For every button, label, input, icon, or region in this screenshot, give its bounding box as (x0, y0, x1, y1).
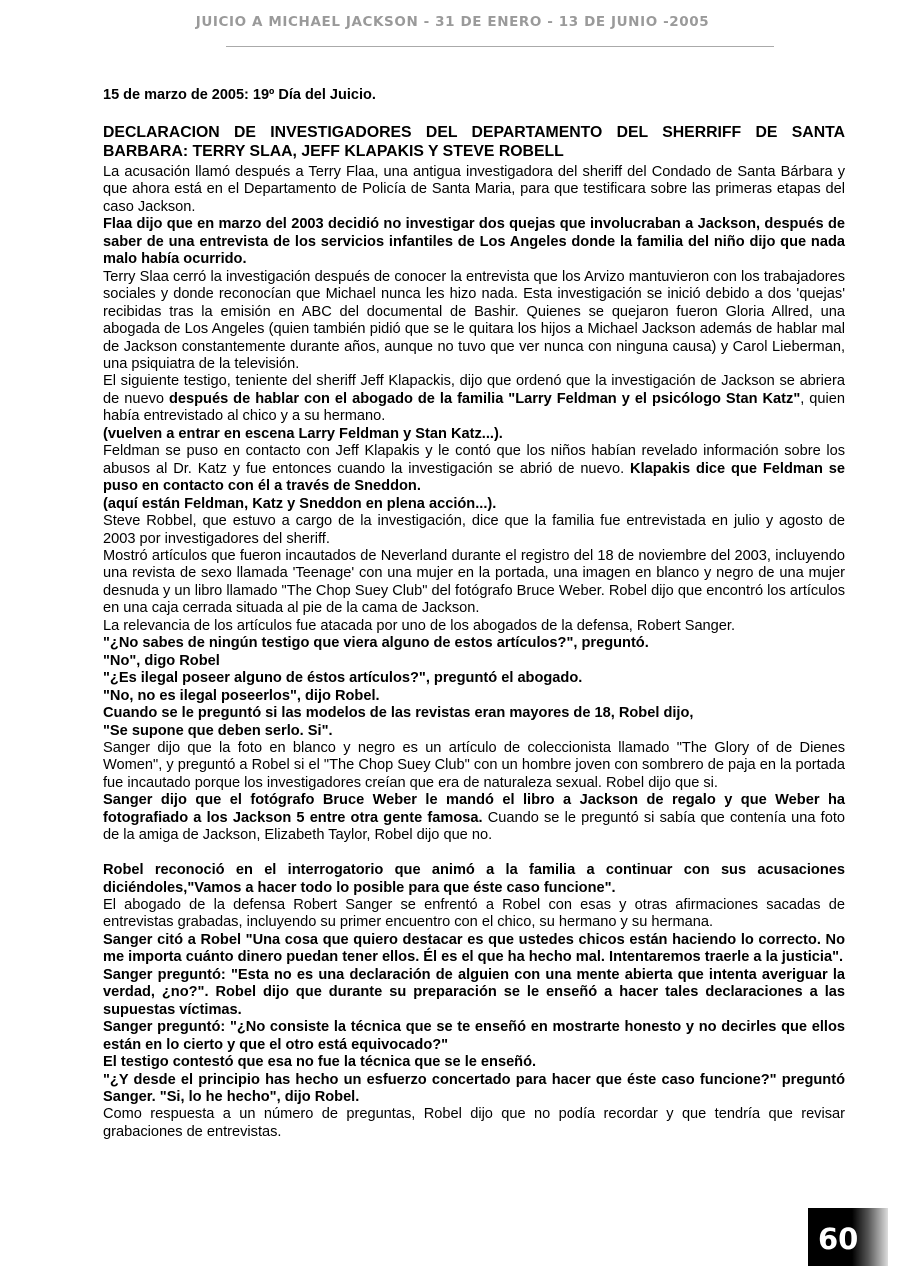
text: Sanger dijo que la foto en blanco y negro es un artículo de coleccionista llamado "The Glory of de Dienes Women", y preguntó a Robel si el "The Chop Suey Club" con un hombre joven con sombrero de paja en la portada fue incautado porque los investigadores creían que era de naturaleza sexual. Robel dijo que si. (103, 739, 845, 791)
paragraph (103, 897, 845, 932)
bold-text: El testigo contestó que esa no fue la técnica que se le enseñó. (103, 1054, 537, 1071)
paragraph (103, 1106, 845, 1141)
bold-text: Robel reconoció en el interrogatorio que animó a la familia a continuar con sus acusaciones diciéndoles,"Vamos a hacer todo lo posible para que éste caso funcione". (103, 862, 845, 896)
bold-text: Klapakis dice que Feldman se puso en contacto con él a través de Sneddon. (103, 460, 845, 495)
text: El abogado de la defensa Robert Sanger se enfrentó a Robel con esas y otras afirmaciones sacadas de entrevistas grabadas, incluyendo su primer encuentro con el chico, su hermano y su hermana. (103, 897, 845, 931)
bold-text: "Se supone que deben serlo. Si". (103, 722, 333, 739)
bold-text: Sanger dijo que el fotógrafo Bruce Weber le mandó el libro a Jackson de regalo y que Weber ha fotografiado a los Jackson 5 entre otra gente famosa. (103, 792, 845, 826)
text: Como respuesta a un número de preguntas, Robel dijo que no podía recordar y que tendría que revisar grabaciones de entrevistas. (103, 1106, 845, 1140)
page-number: 60 (818, 1222, 859, 1256)
text: Steve Robbel, que estuvo a cargo de la investigación, dice que la familia fue entrevistada en julio y agosto de 2003 por investigadores del sheriff. (103, 513, 845, 547)
page-number-badge (808, 1208, 888, 1266)
bold-text: "¿Es ilegal poseer alguno de éstos artículos?", preguntó el abogado. (103, 670, 583, 687)
bold-text: Flaa dijo que en marzo del 2003 decidió no investigar dos quejas que involucraban a Jackson, después de saber de una entrevista de los servicios infantiles de Los Angeles donde la familia del niño dijo que nada malo había ocurrido. (103, 216, 845, 268)
bold-text: después de hablar con el abogado de la familia "Larry Feldman y el psicólogo Stan Katz" (168, 390, 801, 407)
paragraph (103, 670, 845, 687)
paragraph (103, 688, 845, 705)
paragraph (103, 216, 845, 268)
paragraph (103, 932, 845, 967)
text: Terry Slaa cerró la investigación después de conocer la entrevista que los Arvizo mantuvieron con los trabajadores sociales y donde reconocían que Michael nunca les hizo nada. Esta investigación se inició debido a dos 'quejas' recibidas tras la emisión en ABC del documental de Bashir. Quienes se quejaron fueron Gloria Allred, una abogada de Los Angeles (quien también pidió que se le quitara los hijos a Michael Jackson además de hablar mal de Jackson constantemente durante años, aunque no tuvo que ver nunca con ninguna causa) y Carol Lieberman, una psiquiatra de la televisión. (103, 268, 845, 372)
paragraph (103, 653, 845, 670)
paragraph (103, 496, 845, 513)
bold-text: "¿Y desde el principio has hecho un esfuerzo concertado para hacer que éste caso funcione?" preguntó Sanger. "Si, lo he hecho", dijo Robel. (103, 1071, 845, 1105)
paragraph (103, 269, 845, 374)
bold-text: Sanger citó a Robel "Una cosa que quiero destacar es que ustedes chicos están haciendo lo correcto. No me importa cuánto dinero puedan tener ellos. Él es el que ha hecho mal. Intentaremos traerle a la justicia". (103, 931, 845, 966)
running-header: JUICIO A MICHAEL JACKSON - 31 DE ENERO - 13 DE JUNIO -2005 (195, 14, 710, 30)
article-title: DECLARACION DE INVESTIGADORES DEL DEPARTAMENTO DEL SHERRIFF DE SANTA BARBARA: TERRY SLAA, JEFF KLAPAKIS Y STEVE ROBELL (103, 124, 845, 160)
paragraph (103, 740, 845, 792)
paragraph (103, 513, 845, 548)
bold-text: Sanger preguntó: "¿No consiste la técnica que se te enseñó en mostrarte honesto y no decirles que ellos están en lo cierto y que el otro está equivocado?" (103, 1019, 845, 1053)
text: Feldman se puso en contacto con Jeff Klapakis y le contó que los niños habían revelado información sobre los abusos al Dr. Katz y fue entonces cuando la investigación se abrió de nuevo. (103, 443, 845, 477)
blank-line (103, 845, 845, 862)
paragraph (103, 705, 845, 722)
paragraph (103, 443, 845, 495)
text: El siguiente testigo, teniente del sheriff Jeff Klapackis, dijo que ordenó que la investigación de Jackson se abriera de nuevo (103, 373, 845, 407)
paragraph (103, 792, 845, 844)
paragraph (103, 1072, 845, 1107)
paragraph (103, 862, 845, 897)
bold-text: "No", digo Robel (103, 652, 220, 669)
paragraph (103, 635, 845, 652)
text: La acusación llamó después a Terry Flaa, una antigua investigadora del sheriff del Condado de Santa Bárbara y que ahora está en el Departamento de Policía de Santa Maria, para que testificara sobre las primeras etapas del caso Jackson. (103, 164, 845, 215)
paragraph (103, 1019, 845, 1054)
paragraph (103, 373, 845, 425)
bold-text: Sanger preguntó: "Esta no es una declaración de alguien con una mente abierta que intenta averiguar la verdad, ¿no?". Robel dijo que durante su preparación se le enseñó a hacer tales declaraciones a las supuestas víctimas. (103, 966, 845, 1018)
text: Mostró artículos que fueron incautados de Neverland durante el registro del 18 de noviembre del 2003, incluyendo una revista de sexo llamada 'Teenage' con una mujer en la portada, una imagen en blanco y negro de una mujer desnuda y un libro llamado "The Chop Suey Club" del fotógrafo Bruce Weber. Robel dijo que encontró los artículos en una caja cerrada situada al pie de la cama de Jackson. (103, 547, 845, 617)
paragraph (103, 164, 845, 216)
bold-text: "¿No sabes de ningún testigo que viera alguno de estos artículos?", preguntó. (103, 635, 649, 652)
article-body (103, 164, 845, 1141)
paragraph (103, 723, 845, 740)
paragraph (103, 1054, 845, 1071)
paragraph (103, 618, 845, 635)
bold-text: "No, no es ilegal poseerlos", dijo Robel. (103, 687, 380, 704)
paragraph (103, 967, 845, 1019)
header-divider (226, 46, 774, 47)
text: , quien había entrevistado al chico y a su hermano. (103, 390, 845, 425)
text: Cuando se le preguntó si sabía que contenía una foto de la amiga de Jackson, Elizabeth Taylor, Robel dijo que no. (103, 809, 845, 844)
paragraph (103, 426, 845, 443)
date-heading: 15 de marzo de 2005: 19º Día del Juicio. (103, 87, 376, 103)
text: La relevancia de los artículos fue atacada por uno de los abogados de la defensa, Robert Sanger. (103, 617, 736, 634)
bold-text: (aquí están Feldman, Katz y Sneddon en plena acción...). (103, 495, 497, 512)
paragraph (103, 548, 845, 618)
bold-text: (vuelven a entrar en escena Larry Feldman y Stan Katz...). (103, 425, 503, 442)
bold-text: Cuando se le preguntó si las modelos de las revistas eran mayores de 18, Robel dijo, (103, 705, 694, 722)
